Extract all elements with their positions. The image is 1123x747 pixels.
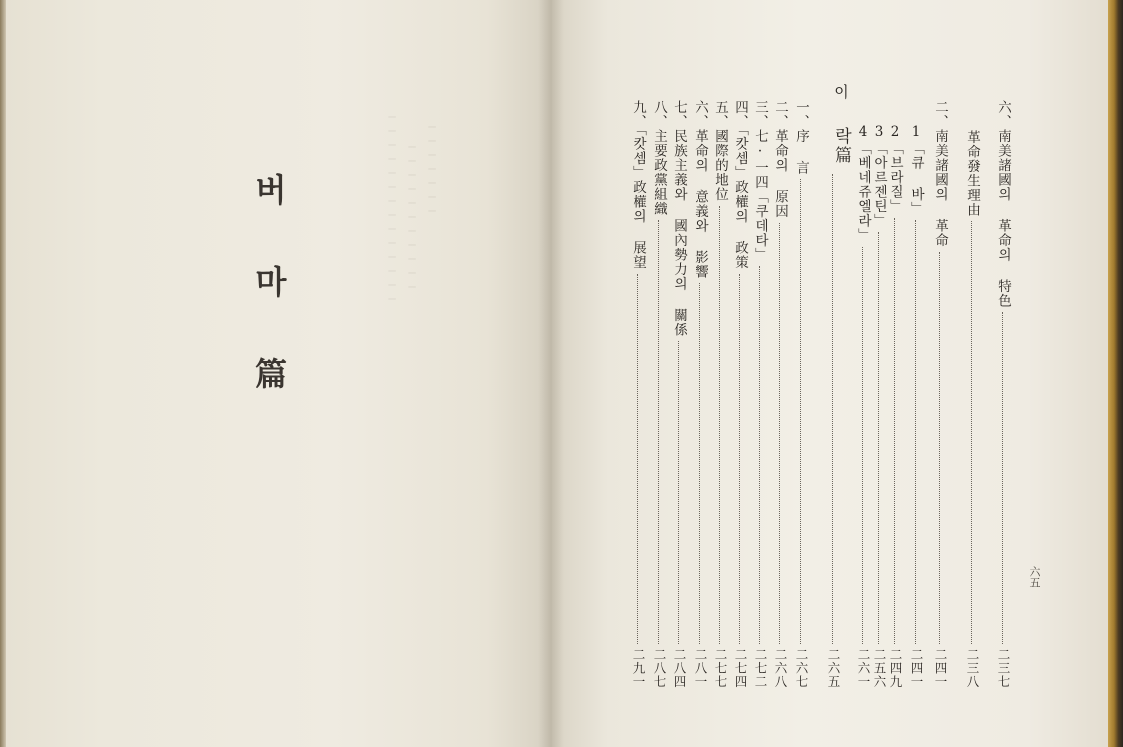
toc-entry bbox=[751, 100, 769, 688]
toc-entry-page: 二四九 bbox=[888, 647, 903, 688]
show-through-text: ────────────── bbox=[385, 110, 399, 306]
section-title-char: 버 bbox=[255, 171, 287, 209]
toc-leader-dots bbox=[779, 223, 782, 644]
toc-entry bbox=[629, 100, 647, 688]
part-heading bbox=[829, 84, 853, 165]
toc-leader-dots bbox=[759, 266, 762, 644]
toc-entry bbox=[907, 124, 925, 688]
toc-entry-title: 六、南美諸國의 革命의 特色 bbox=[995, 100, 1011, 308]
show-through-text: ─────── bbox=[425, 120, 439, 218]
toc-leader-dots bbox=[862, 247, 865, 644]
toc-entry-page: 二九一 bbox=[631, 647, 646, 688]
toc-leader-dots bbox=[800, 179, 803, 644]
toc-entry-title: 五、國際的地位 bbox=[712, 100, 728, 202]
toc-entry bbox=[691, 100, 709, 688]
toc-entry-page: 二六一 bbox=[856, 647, 871, 688]
toc-entry-page: 二四一 bbox=[909, 647, 924, 688]
toc-entry-title: 3「아르젠틴」 bbox=[871, 124, 887, 228]
toc-leader-dots bbox=[832, 174, 835, 644]
toc-entry bbox=[792, 100, 810, 688]
section-title bbox=[251, 170, 291, 446]
toc-entry-page: 二六七 bbox=[794, 647, 809, 688]
toc-leader-dots bbox=[719, 206, 722, 644]
toc-entry-page: 二三七 bbox=[996, 647, 1011, 688]
toc-entry-title: 七、民族主義와 國內勢力의 關係 bbox=[671, 100, 687, 337]
book-edge-right bbox=[1108, 0, 1123, 747]
toc-entry-page: 二六五 bbox=[826, 647, 841, 688]
toc-leader-dots bbox=[939, 252, 942, 644]
toc-leader-dots bbox=[699, 283, 702, 644]
toc-entry-title: 1「큐 바」 bbox=[908, 124, 924, 216]
toc-entry bbox=[994, 100, 1012, 688]
toc-leader-dots bbox=[915, 220, 918, 644]
toc-entry-title: 三、七·一四「쿠데타」 bbox=[752, 100, 768, 262]
gutter-shadow bbox=[538, 0, 564, 747]
toc-entry-title: 4「베네쥬엘라」 bbox=[855, 124, 871, 243]
show-through-text: ─────────── bbox=[405, 140, 419, 294]
toc-entry-title: 一、序 言 bbox=[793, 100, 809, 175]
toc-entry-title: 九、「캇셈」政權의 展望 bbox=[630, 100, 646, 270]
toc-entry bbox=[886, 124, 904, 688]
toc-entry-title: 六、革命의 意義와 影響 bbox=[692, 100, 708, 279]
toc-entry bbox=[711, 100, 729, 688]
toc-entry-title: 二、革命의 原因 bbox=[772, 100, 788, 219]
toc-entry bbox=[650, 100, 668, 688]
toc-entry-title: 二、南美諸國의 革命 bbox=[932, 100, 948, 248]
toc-entry-page: 二八七 bbox=[652, 647, 667, 688]
toc-entry bbox=[870, 124, 888, 688]
toc-leader-dots bbox=[878, 232, 881, 644]
toc-leader-dots bbox=[1002, 312, 1005, 644]
toc-entry bbox=[931, 100, 949, 688]
toc-entry-page: 二四一 bbox=[933, 647, 948, 688]
part-heading-ref: 이 bbox=[832, 84, 850, 99]
toc-entry bbox=[824, 170, 842, 688]
toc-leader-dots bbox=[658, 220, 661, 644]
toc-leader-dots bbox=[894, 218, 897, 644]
toc-entry-page: 二八四 bbox=[672, 647, 687, 688]
toc-entry-title: 革命發生理由 bbox=[964, 130, 980, 217]
toc-leader-dots bbox=[971, 221, 974, 644]
toc-entry-title: 2「브라질」 bbox=[887, 124, 903, 214]
toc-entry bbox=[963, 130, 981, 688]
toc-entry-page: 二八一 bbox=[693, 647, 708, 688]
toc-leader-dots bbox=[678, 341, 681, 644]
toc-entry bbox=[731, 100, 749, 688]
toc-entry-page: 二三八 bbox=[965, 647, 980, 688]
toc-entry-page: 二七七 bbox=[713, 647, 728, 688]
toc-entry-page: 二七四 bbox=[733, 647, 748, 688]
toc-entry bbox=[771, 100, 789, 688]
toc-leader-dots bbox=[637, 274, 640, 644]
toc-entry bbox=[854, 124, 872, 688]
toc-entry-page: 二七二 bbox=[753, 647, 768, 688]
toc-entry bbox=[670, 100, 688, 688]
page-number: 六五 bbox=[1028, 566, 1041, 588]
section-title-char: 篇 bbox=[254, 355, 287, 393]
toc-entry-page: 二五六 bbox=[872, 647, 887, 688]
section-title-char: 마 bbox=[255, 263, 287, 301]
toc-entry-title: 四、「캇셈」政權의 政策 bbox=[732, 100, 748, 270]
toc-entry-title: 八、主要政黨組織 bbox=[651, 100, 667, 216]
toc-entry-page: 二六八 bbox=[773, 647, 788, 688]
part-heading-title: 락篇 bbox=[831, 127, 851, 165]
toc-leader-dots bbox=[739, 274, 742, 644]
